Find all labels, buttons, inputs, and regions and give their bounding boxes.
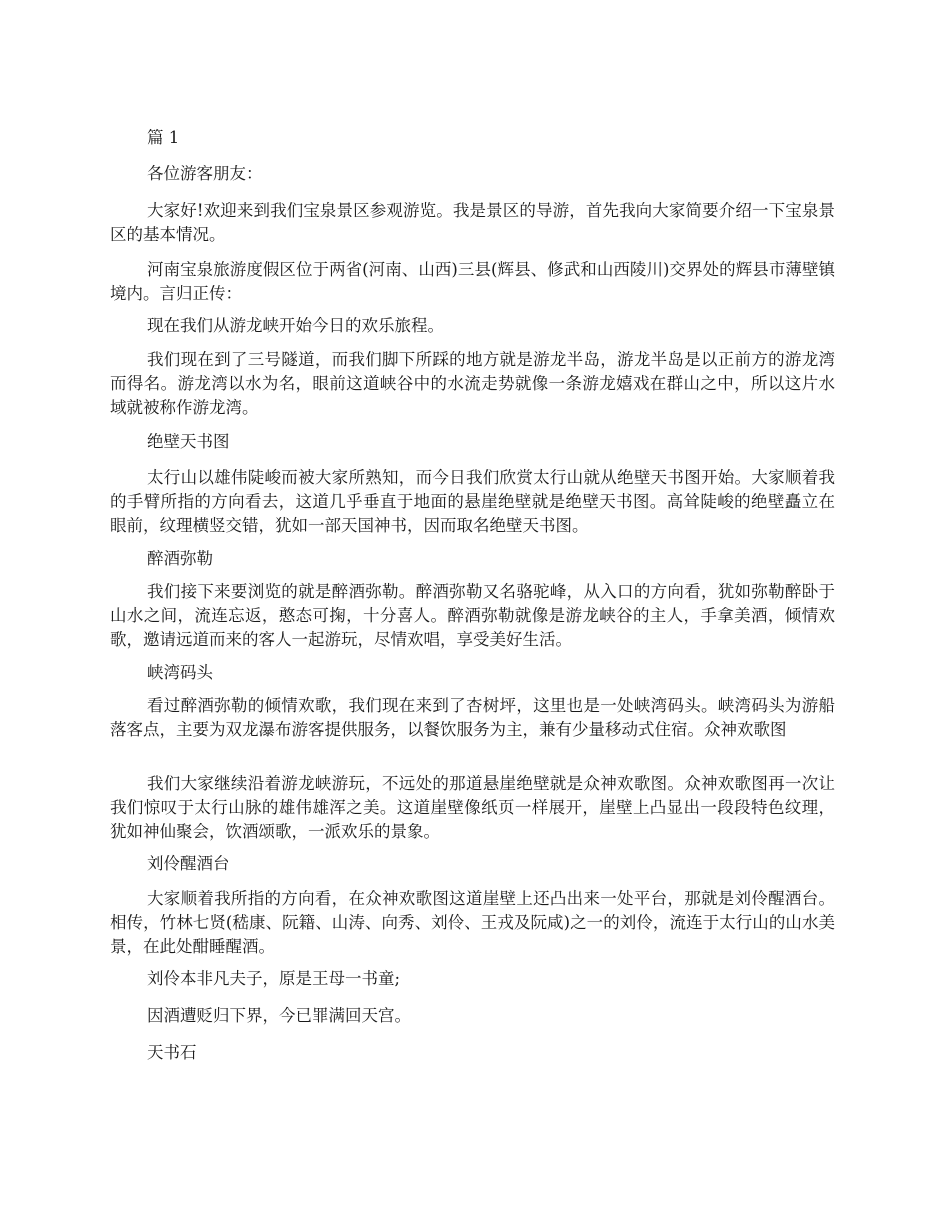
greeting: 各位游客朋友： bbox=[147, 164, 263, 183]
paragraph-tianshutu: 太行山以雄伟陡峻而被大家所熟知，而今日我们欣赏太行山就从绝壁天书图开始。大家顺着我的手臂所指的方向看去，这道几乎垂直于地面的悬崖绝壁就是绝壁天书图。高耸陡峻的绝壁矗立在眼前，纹理横竖交错，犹如一部天国神书，因而取名绝壁天书图。 bbox=[110, 468, 835, 535]
heading-liu-ling-xing-jiu-tai: 刘伶醒酒台 bbox=[147, 854, 230, 873]
paragraph-xiawanmatou: 看过醉酒弥勒的倾情欢歌，我们现在来到了杏树坪，这里也是一处峡湾码头。峡湾码头为游船落客点，主要为双龙瀑布游客提供服务，以餐饮服务为主，兼有少量移动式住宿。众神欢歌图 bbox=[110, 696, 835, 739]
heading-jue-bi-tian-shu-tu: 绝壁天书图 bbox=[147, 432, 230, 451]
paragraph-liulingxingjiutai: 大家顺着我所指的方向看，在众神欢歌图这道崖壁上还凸出来一处平台，那就是刘伶醒酒台。相传，竹林七贤(嵇康、阮籍、山涛、向秀、刘伶、王戎及阮咸)之一的刘伶，流连于太行山的山水美景，在此处酣睡醒酒。 bbox=[110, 889, 835, 956]
heading-xia-wan-ma-tou: 峡湾码头 bbox=[147, 663, 213, 682]
paragraph-zhongshenhuangetu: 我们大家继续沿着游龙峡游玩，不远处的那道悬崖绝壁就是众神欢歌图。众神欢歌图再一次让我们惊叹于太行山脉的雄伟雄浑之美。这道崖壁像纸页一样展开，崖壁上凸显出一段段特色纹理，犹如神仙聚会，饮酒颂歌，一派欢乐的景象。 bbox=[110, 774, 835, 841]
poem-line-2: 因酒遭贬归下界，今已罪满回天宫。 bbox=[147, 1006, 411, 1025]
paragraph-youlongwan: 我们现在到了三号隧道，而我们脚下所踩的地方就是游龙半岛，游龙半岛是以正前方的游龙湾而得名。游龙湾以水为名，眼前这道峡谷中的水流走势就像一条游龙嬉戏在群山之中，所以这片水域就被称作游龙湾。 bbox=[110, 350, 835, 417]
paragraph-welcome: 大家好!欢迎来到我们宝泉景区参观游览。我是景区的导游，首先我向大家简要介绍一下宝泉景区的基本情况。 bbox=[110, 201, 835, 244]
poem-line-1: 刘伶本非凡夫子，原是王母一书童; bbox=[147, 969, 401, 988]
heading-tian-shu-shi: 天书石 bbox=[147, 1043, 197, 1062]
paragraph-location: 河南宝泉旅游度假区位于两省(河南、山西)三县(辉县、修武和山西陵川)交界处的辉县市薄壁镇境内。言归正传： bbox=[110, 260, 835, 303]
paragraph-start: 现在我们从游龙峡开始今日的欢乐旅程。 bbox=[147, 316, 444, 335]
section-title: 篇 1 bbox=[147, 128, 180, 147]
heading-zui-jiu-mi-le: 醉酒弥勒 bbox=[147, 549, 213, 568]
paragraph-zuijiumile: 我们接下来要浏览的就是醉酒弥勒。醉酒弥勒又名骆驼峰，从入口的方向看，犹如弥勒醉卧于山水之间，流连忘返，憨态可掬，十分喜人。醉酒弥勒就像是游龙峡谷的主人，手拿美酒，倾情欢歌，邀请远道而来的客人一起游玩，尽情欢唱，享受美好生活。 bbox=[110, 582, 835, 649]
